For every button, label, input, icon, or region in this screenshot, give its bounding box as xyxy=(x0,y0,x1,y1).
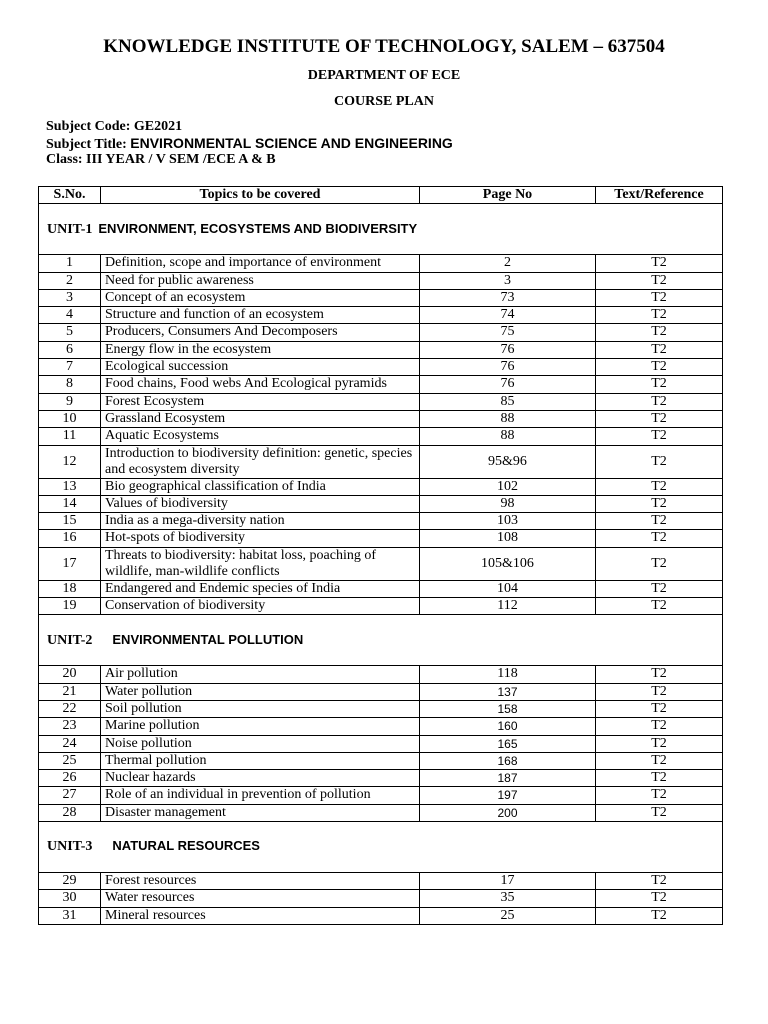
cell-page: 118 xyxy=(420,666,596,683)
table-row xyxy=(39,376,723,393)
table-body xyxy=(39,204,723,925)
cell-reference: T2 xyxy=(596,307,723,324)
cell-reference: T2 xyxy=(596,580,723,597)
table-row xyxy=(39,718,723,735)
table-row xyxy=(39,307,723,324)
cell-reference: T2 xyxy=(596,428,723,445)
table-row xyxy=(39,324,723,341)
cell-page: 200 xyxy=(420,804,596,821)
cell-page: 112 xyxy=(420,598,596,615)
cell-sno: 10 xyxy=(39,410,101,427)
cell-page: 104 xyxy=(420,580,596,597)
cell-topic: Food chains, Food webs And Ecological pyramids xyxy=(101,376,420,393)
unit-heading xyxy=(39,822,723,873)
cell-page: 168 xyxy=(420,752,596,769)
table-row xyxy=(39,787,723,804)
cell-topic: Definition, scope and importance of environment xyxy=(101,255,420,272)
table-row xyxy=(39,683,723,700)
subject-title: ENVIRONMENTAL SCIENCE AND ENGINEERING xyxy=(130,135,453,151)
cell-topic: Bio geographical classification of India xyxy=(101,478,420,495)
cell-sno: 24 xyxy=(39,735,101,752)
table-row xyxy=(39,666,723,683)
cell-sno: 7 xyxy=(39,359,101,376)
unit-row xyxy=(39,822,723,873)
cell-page: 197 xyxy=(420,787,596,804)
cell-reference: T2 xyxy=(596,272,723,289)
cell-topic: Forest resources xyxy=(101,873,420,890)
cell-topic: Endangered and Endemic species of India xyxy=(101,580,420,597)
cell-topic: Thermal pollution xyxy=(101,752,420,769)
cell-topic: Producers, Consumers And Decomposers xyxy=(101,324,420,341)
cell-topic: Introduction to biodiversity definition: genetic, species and ecosystem diversity xyxy=(101,445,420,478)
cell-page: 137 xyxy=(420,683,596,700)
cell-reference: T2 xyxy=(596,478,723,495)
cell-topic: Mineral resources xyxy=(101,907,420,924)
table-row xyxy=(39,752,723,769)
table-row xyxy=(39,341,723,358)
cell-topic: Structure and function of an ecosystem xyxy=(101,307,420,324)
cell-sno: 17 xyxy=(39,547,101,580)
cell-page: 95&96 xyxy=(420,445,596,478)
table-row xyxy=(39,428,723,445)
cell-sno: 15 xyxy=(39,513,101,530)
cell-page: 3 xyxy=(420,272,596,289)
cell-reference: T2 xyxy=(596,907,723,924)
cell-sno: 18 xyxy=(39,580,101,597)
cell-reference: T2 xyxy=(596,752,723,769)
table-row xyxy=(39,478,723,495)
cell-page: 108 xyxy=(420,530,596,547)
institute-title: KNOWLEDGE INSTITUTE OF TECHNOLOGY, SALEM – 637504 xyxy=(103,36,665,57)
cell-topic: Concept of an ecosystem xyxy=(101,289,420,306)
cell-topic: Marine pollution xyxy=(101,718,420,735)
table-row xyxy=(39,495,723,512)
table-row xyxy=(39,445,723,478)
col-header-topics: Topics to be covered xyxy=(101,187,420,204)
cell-page: 88 xyxy=(420,410,596,427)
unit-heading xyxy=(39,204,723,255)
cell-sno: 22 xyxy=(39,700,101,717)
cell-topic: Conservation of biodiversity xyxy=(101,598,420,615)
cell-topic: Energy flow in the ecosystem xyxy=(101,341,420,358)
unit-title: NATURAL RESOURCES xyxy=(112,838,260,854)
unit-title: ENVIRONMENTAL POLLUTION xyxy=(112,631,304,647)
cell-reference: T2 xyxy=(596,410,723,427)
cell-reference: T2 xyxy=(596,718,723,735)
cell-sno: 14 xyxy=(39,495,101,512)
table-row xyxy=(39,907,723,924)
cell-sno: 9 xyxy=(39,393,101,410)
cell-sno: 23 xyxy=(39,718,101,735)
cell-page: 17 xyxy=(420,873,596,890)
table-row xyxy=(39,873,723,890)
cell-sno: 26 xyxy=(39,770,101,787)
unit-id: UNIT-1 xyxy=(47,221,93,237)
cell-reference: T2 xyxy=(596,598,723,615)
cell-topic: Disaster management xyxy=(101,804,420,821)
cell-sno: 5 xyxy=(39,324,101,341)
subject-code: Subject Code: GE2021 xyxy=(46,119,183,134)
cell-reference: T2 xyxy=(596,289,723,306)
cell-page: 165 xyxy=(420,735,596,752)
cell-reference: T2 xyxy=(596,804,723,821)
cell-page: 160 xyxy=(420,718,596,735)
cell-topic: Soil pollution xyxy=(101,700,420,717)
subject-title-label: Subject Title: xyxy=(46,137,127,152)
table-row xyxy=(39,530,723,547)
cell-sno: 6 xyxy=(39,341,101,358)
cell-reference: T2 xyxy=(596,683,723,700)
cell-page: 103 xyxy=(420,513,596,530)
cell-sno: 21 xyxy=(39,683,101,700)
cell-topic: Hot-spots of biodiversity xyxy=(101,530,420,547)
cell-page: 75 xyxy=(420,324,596,341)
cell-reference: T2 xyxy=(596,495,723,512)
cell-reference: T2 xyxy=(596,770,723,787)
cell-page: 98 xyxy=(420,495,596,512)
cell-page: 187 xyxy=(420,770,596,787)
unit-id: UNIT-2 xyxy=(47,632,93,648)
cell-page: 74 xyxy=(420,307,596,324)
cell-page: 102 xyxy=(420,478,596,495)
cell-reference: T2 xyxy=(596,735,723,752)
document-type-heading: COURSE PLAN xyxy=(334,94,434,109)
cell-reference: T2 xyxy=(596,324,723,341)
cell-reference: T2 xyxy=(596,700,723,717)
cell-topic: Air pollution xyxy=(101,666,420,683)
table-row xyxy=(39,255,723,272)
cell-page: 158 xyxy=(420,700,596,717)
table-header-row xyxy=(39,187,723,204)
col-header-reference: Text/Reference xyxy=(596,187,723,204)
cell-sno: 29 xyxy=(39,873,101,890)
cell-page: 73 xyxy=(420,289,596,306)
cell-sno: 13 xyxy=(39,478,101,495)
class-info: Class: III YEAR / V SEM /ECE A & B xyxy=(46,152,276,167)
col-header-sno: S.No. xyxy=(39,187,101,204)
table-row xyxy=(39,598,723,615)
cell-topic: Nuclear hazards xyxy=(101,770,420,787)
cell-topic: Values of biodiversity xyxy=(101,495,420,512)
cell-sno: 20 xyxy=(39,666,101,683)
cell-sno: 25 xyxy=(39,752,101,769)
table-row xyxy=(39,410,723,427)
table-row xyxy=(39,513,723,530)
cell-topic: Forest Ecosystem xyxy=(101,393,420,410)
cell-sno: 19 xyxy=(39,598,101,615)
cell-sno: 2 xyxy=(39,272,101,289)
cell-page: 88 xyxy=(420,428,596,445)
cell-page: 76 xyxy=(420,341,596,358)
cell-sno: 31 xyxy=(39,907,101,924)
unit-row xyxy=(39,615,723,666)
cell-topic: Ecological succession xyxy=(101,359,420,376)
cell-reference: T2 xyxy=(596,393,723,410)
table-row xyxy=(39,804,723,821)
table-row xyxy=(39,580,723,597)
cell-sno: 27 xyxy=(39,787,101,804)
col-header-page: Page No xyxy=(420,187,596,204)
cell-page: 35 xyxy=(420,890,596,907)
cell-reference: T2 xyxy=(596,255,723,272)
table-row xyxy=(39,700,723,717)
course-plan-table xyxy=(38,186,723,925)
cell-page: 76 xyxy=(420,376,596,393)
cell-reference: T2 xyxy=(596,341,723,358)
cell-reference: T2 xyxy=(596,445,723,478)
cell-topic: Threats to biodiversity: habitat loss, poaching of wildlife, man-wildlife conflicts xyxy=(101,547,420,580)
cell-sno: 12 xyxy=(39,445,101,478)
table-row xyxy=(39,272,723,289)
cell-sno: 30 xyxy=(39,890,101,907)
unit-heading xyxy=(39,615,723,666)
cell-topic: Water pollution xyxy=(101,683,420,700)
table-row xyxy=(39,289,723,306)
cell-reference: T2 xyxy=(596,787,723,804)
cell-reference: T2 xyxy=(596,890,723,907)
cell-topic: Grassland Ecosystem xyxy=(101,410,420,427)
table-row xyxy=(39,359,723,376)
cell-reference: T2 xyxy=(596,376,723,393)
subject-title-line xyxy=(46,135,453,153)
cell-topic: Aquatic Ecosystems xyxy=(101,428,420,445)
unit-row xyxy=(39,204,723,255)
cell-topic: Role of an individual in prevention of pollution xyxy=(101,787,420,804)
cell-reference: T2 xyxy=(596,547,723,580)
cell-reference: T2 xyxy=(596,359,723,376)
cell-topic: Water resources xyxy=(101,890,420,907)
cell-reference: T2 xyxy=(596,873,723,890)
table-row xyxy=(39,735,723,752)
table-row xyxy=(39,393,723,410)
cell-topic: Need for public awareness xyxy=(101,272,420,289)
cell-sno: 16 xyxy=(39,530,101,547)
cell-sno: 4 xyxy=(39,307,101,324)
table-row xyxy=(39,547,723,580)
cell-reference: T2 xyxy=(596,530,723,547)
cell-page: 25 xyxy=(420,907,596,924)
cell-page: 2 xyxy=(420,255,596,272)
cell-page: 76 xyxy=(420,359,596,376)
department-heading: DEPARTMENT OF ECE xyxy=(307,68,461,83)
cell-page: 105&106 xyxy=(420,547,596,580)
table-row xyxy=(39,770,723,787)
cell-topic: India as a mega-diversity nation xyxy=(101,513,420,530)
cell-sno: 28 xyxy=(39,804,101,821)
unit-id: UNIT-3 xyxy=(47,839,93,855)
cell-sno: 11 xyxy=(39,428,101,445)
cell-sno: 1 xyxy=(39,255,101,272)
table-row xyxy=(39,890,723,907)
cell-reference: T2 xyxy=(596,513,723,530)
unit-title: ENVIRONMENT, ECOSYSTEMS AND BIODIVERSITY xyxy=(98,220,418,236)
cell-reference: T2 xyxy=(596,666,723,683)
cell-topic: Noise pollution xyxy=(101,735,420,752)
cell-sno: 8 xyxy=(39,376,101,393)
cell-page: 85 xyxy=(420,393,596,410)
cell-sno: 3 xyxy=(39,289,101,306)
